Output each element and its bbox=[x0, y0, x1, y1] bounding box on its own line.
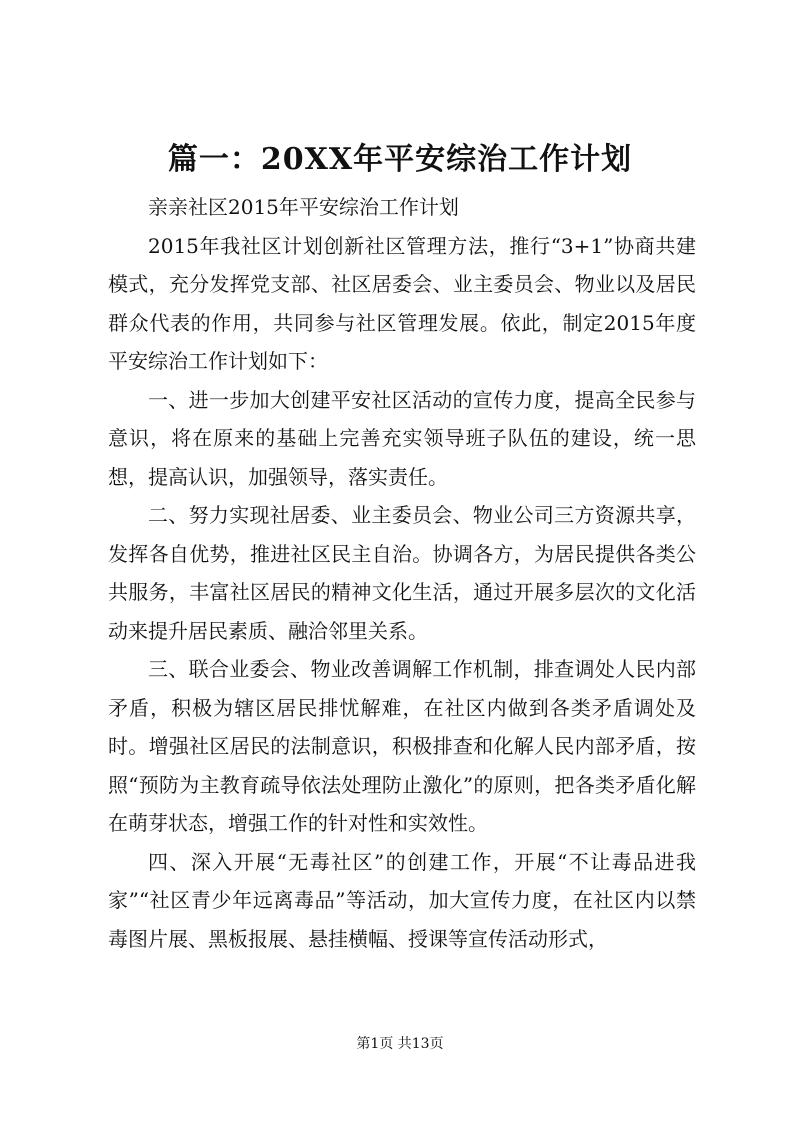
paragraph-item-1: 一、进一步加大创建平安社区活动的宣传力度，提高全民参与意识，将在原来的基础上完善充实领导班子队伍的建设，统一思想，提高认识，加强领导，落实责任。 bbox=[108, 387, 696, 489]
paragraph-item-3: 三、联合业委会、物业改善调解工作机制，排查调处人民内部矛盾，积极为辖区居民排忧解难，在社区内做到各类矛盾调处及时。增强社区居民的法制意识，积极排查和化解人民内部矛盾，按照“预防为主教育疏导依法处理防止激化”的原则，把各类矛盾化解在萌芽状态，增强工作的针对性和实效性。 bbox=[108, 657, 696, 835]
page-footer: 第1页 共13页 bbox=[356, 1036, 444, 1052]
paragraph-subtitle: 亲亲社区2015年平安综治工作计划 bbox=[148, 195, 459, 219]
document-title: 篇一：20XX年平安综治工作计划 bbox=[167, 142, 633, 177]
paragraph-item-2: 二、努力实现社居委、业主委员会、物业公司三方资源共享，发挥各自优势，推进社区民主自治。协调各方，为居民提供各类公共服务，丰富社区居民的精神文化生活，通过开展多层次的文化活动来提升居民素质、融洽邻里关系。 bbox=[108, 503, 696, 643]
paragraph-item-4: 四、深入开展“无毒社区”的创建工作，开展“不让毒品进我家”“社区青少年远离毒品”等活动，加大宣传力度，在社区内以禁毒图片展、黑板报展、悬挂横幅、授课等宣传活动形式， bbox=[108, 849, 696, 951]
document-body bbox=[108, 188, 696, 958]
paragraph-intro: 2015年我社区计划创新社区管理方法，推行“3+1”协商共建模式，充分发挥党支部、社区居委会、业主委员会、物业以及居民群众代表的作用，共同参与社区管理发展。依此，制定2015年度平安综治工作计划如下： bbox=[108, 233, 696, 373]
